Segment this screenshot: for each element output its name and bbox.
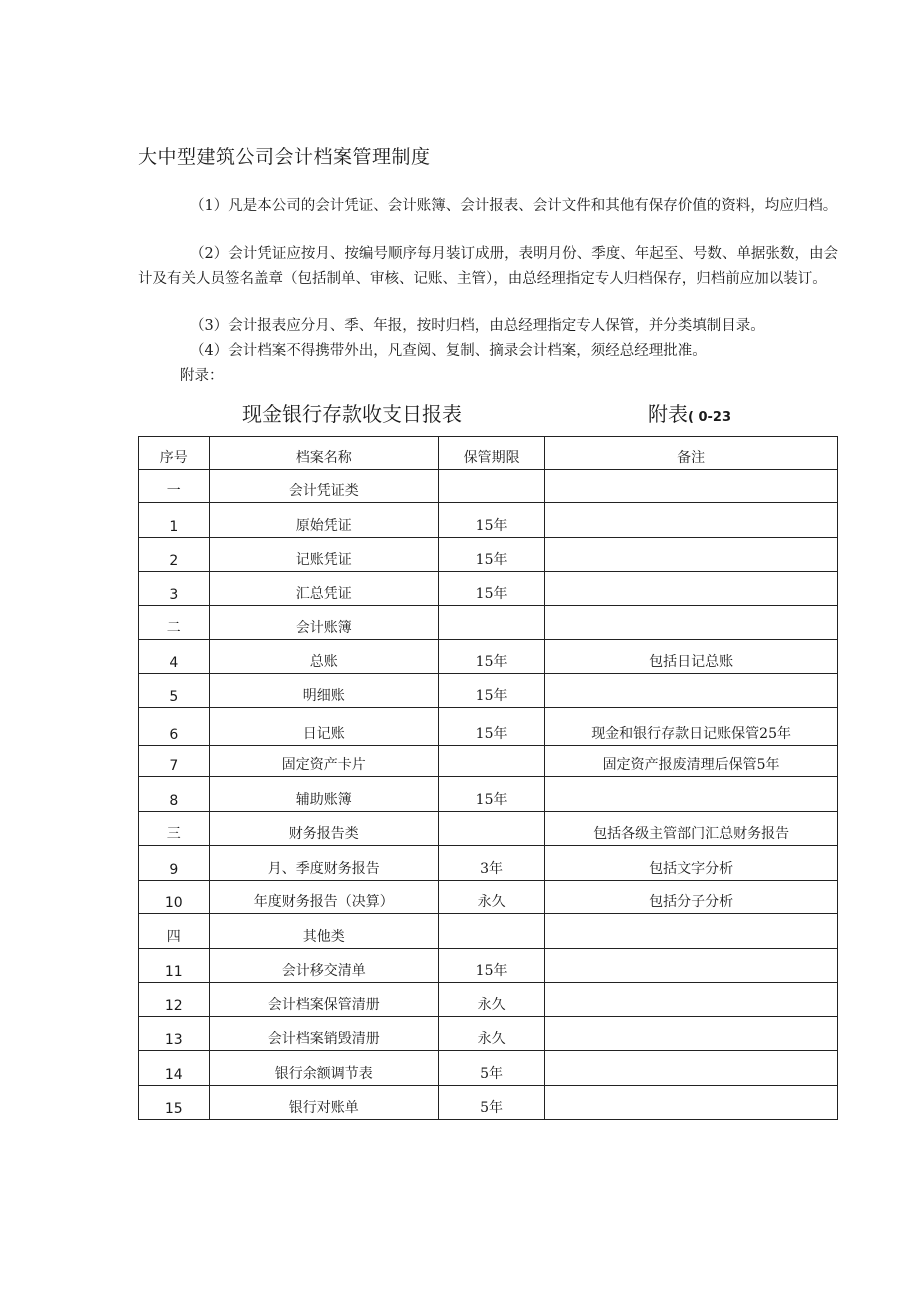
cell-name: 会计移交清单 (209, 949, 438, 983)
cell-name: 辅助账簿 (209, 777, 438, 812)
cell-name: 财务报告类 (209, 812, 438, 846)
cell-period: 永久 (438, 1017, 544, 1051)
cell-period: 3年 (438, 846, 544, 881)
cell-period (438, 606, 544, 640)
cell-no: 1 (139, 503, 210, 538)
cell-no: 12 (139, 983, 210, 1017)
cell-period: 15年 (438, 503, 544, 538)
header-cell-name: 档案名称 (209, 437, 438, 470)
cell-name: 会计凭证类 (209, 470, 438, 503)
table-row (139, 1051, 838, 1086)
table-row (139, 914, 838, 949)
cell-period (438, 470, 544, 503)
paragraph-3-text: （3）会计报表应分月、季、年报，按时归档，由总经理指定专人保管，并分类填制目录。 (190, 318, 765, 334)
table-row (139, 846, 838, 881)
table-note (648, 398, 731, 427)
cell-no: 14 (139, 1051, 210, 1086)
cell-name: 银行余额调节表 (209, 1051, 438, 1086)
cell-remark: 固定资产报废清理后保管5年 (545, 746, 838, 777)
cell-remark: 包括日记总账 (545, 640, 838, 674)
cell-name: 会计档案销毁清册 (209, 1017, 438, 1051)
cell-name: 明细账 (209, 674, 438, 708)
cell-no: 7 (139, 746, 210, 777)
cell-period (438, 812, 544, 846)
table-row (139, 881, 838, 914)
cell-period: 15年 (438, 777, 544, 812)
table-row (139, 708, 838, 746)
cell-period: 15年 (438, 949, 544, 983)
cell-period: 5年 (438, 1086, 544, 1120)
header-cell-no: 序号 (139, 437, 210, 470)
cell-remark (545, 572, 838, 606)
cell-remark: 包括文字分析 (545, 846, 838, 881)
archive-table (138, 436, 838, 1120)
cell-name: 固定资产卡片 (209, 746, 438, 777)
cell-period: 15年 (438, 674, 544, 708)
cell-remark (545, 983, 838, 1017)
cell-period: 15年 (438, 572, 544, 606)
table-row (139, 572, 838, 606)
cell-remark (545, 470, 838, 503)
cell-no: 6 (139, 708, 210, 746)
cell-remark: 现金和银行存款日记账保管25年 (545, 708, 838, 746)
table-row (139, 777, 838, 812)
cell-name: 原始凭证 (209, 503, 438, 538)
cell-remark (545, 914, 838, 949)
paragraph-1 (138, 194, 838, 219)
cell-period: 永久 (438, 983, 544, 1017)
cell-no: 一 (139, 470, 210, 503)
table-row (139, 983, 838, 1017)
table-row (139, 606, 838, 640)
table-row (139, 503, 838, 538)
table-row (139, 674, 838, 708)
cell-no: 2 (139, 538, 210, 572)
table-note-label: 附表 (648, 402, 688, 426)
cell-period: 5年 (438, 1051, 544, 1086)
cell-remark (545, 606, 838, 640)
cell-no: 二 (139, 606, 210, 640)
paragraph-4-text: （4）会计档案不得携带外出，凡查阅、复制、摘录会计档案，须经总经理批准。 (190, 343, 707, 359)
cell-remark (545, 538, 838, 572)
table-note-number: ( 0-23 (688, 410, 731, 425)
cell-name: 日记账 (209, 708, 438, 746)
cell-name: 记账凭证 (209, 538, 438, 572)
appendix-label: 附录： (180, 368, 224, 384)
cell-name: 会计账簿 (209, 606, 438, 640)
cell-no: 13 (139, 1017, 210, 1051)
cell-name: 月、季度财务报告 (209, 846, 438, 881)
cell-period (438, 914, 544, 949)
cell-no: 5 (139, 674, 210, 708)
cell-no: 4 (139, 640, 210, 674)
cell-name: 会计档案保管清册 (209, 983, 438, 1017)
cell-no: 10 (139, 881, 210, 914)
cell-period (438, 746, 544, 777)
table-row (139, 640, 838, 674)
cell-no: 11 (139, 949, 210, 983)
table-row (139, 1017, 838, 1051)
paragraph-3 (138, 314, 838, 339)
paragraph-2-text: （2）会计凭证应按月、按编号顺序每月装订成册，表明月份、季度、年起至、号数、单据张数，由会计及有关人员签名盖章（包括制单、审核、记账、主管），由总经理指定专人归档保存，归档前应加以装订。 (138, 246, 838, 287)
cell-period: 15年 (438, 640, 544, 674)
header-cell-remark: 备注 (545, 437, 838, 470)
cell-no: 3 (139, 572, 210, 606)
cell-remark: 包括分子分析 (545, 881, 838, 914)
table-title: 现金银行存款收支日报表 (242, 402, 462, 426)
cell-remark (545, 777, 838, 812)
header-cell-period: 保管期限 (438, 437, 544, 470)
cell-remark (545, 1051, 838, 1086)
cell-name: 总账 (209, 640, 438, 674)
table-row (139, 746, 838, 777)
table-row (139, 812, 838, 846)
paragraph-1-text: （1）凡是本公司的会计凭证、会计账簿、会计报表、会计文件和其他有保存价值的资料，均应归档。 (190, 198, 838, 214)
cell-period: 15年 (438, 708, 544, 746)
cell-name: 年度财务报告（决算） (209, 881, 438, 914)
cell-no: 四 (139, 914, 210, 949)
cell-name: 银行对账单 (209, 1086, 438, 1120)
table-row (139, 470, 838, 503)
cell-remark (545, 674, 838, 708)
cell-name: 汇总凭证 (209, 572, 438, 606)
table-row (139, 1086, 838, 1120)
cell-name: 其他类 (209, 914, 438, 949)
document-title: 大中型建筑公司会计档案管理制度 (138, 146, 431, 168)
cell-period: 15年 (438, 538, 544, 572)
cell-no: 8 (139, 777, 210, 812)
cell-remark (545, 1017, 838, 1051)
table-row (139, 538, 838, 572)
cell-no: 9 (139, 846, 210, 881)
cell-remark (545, 949, 838, 983)
cell-remark (545, 1086, 838, 1120)
table-header-row (139, 437, 838, 470)
paragraph-2 (138, 242, 838, 292)
table-row (139, 949, 838, 983)
cell-no: 15 (139, 1086, 210, 1120)
cell-remark: 包括各级主管部门汇总财务报告 (545, 812, 838, 846)
cell-no: 三 (139, 812, 210, 846)
cell-remark (545, 503, 838, 538)
cell-period: 永久 (438, 881, 544, 914)
paragraph-4 (138, 339, 838, 364)
